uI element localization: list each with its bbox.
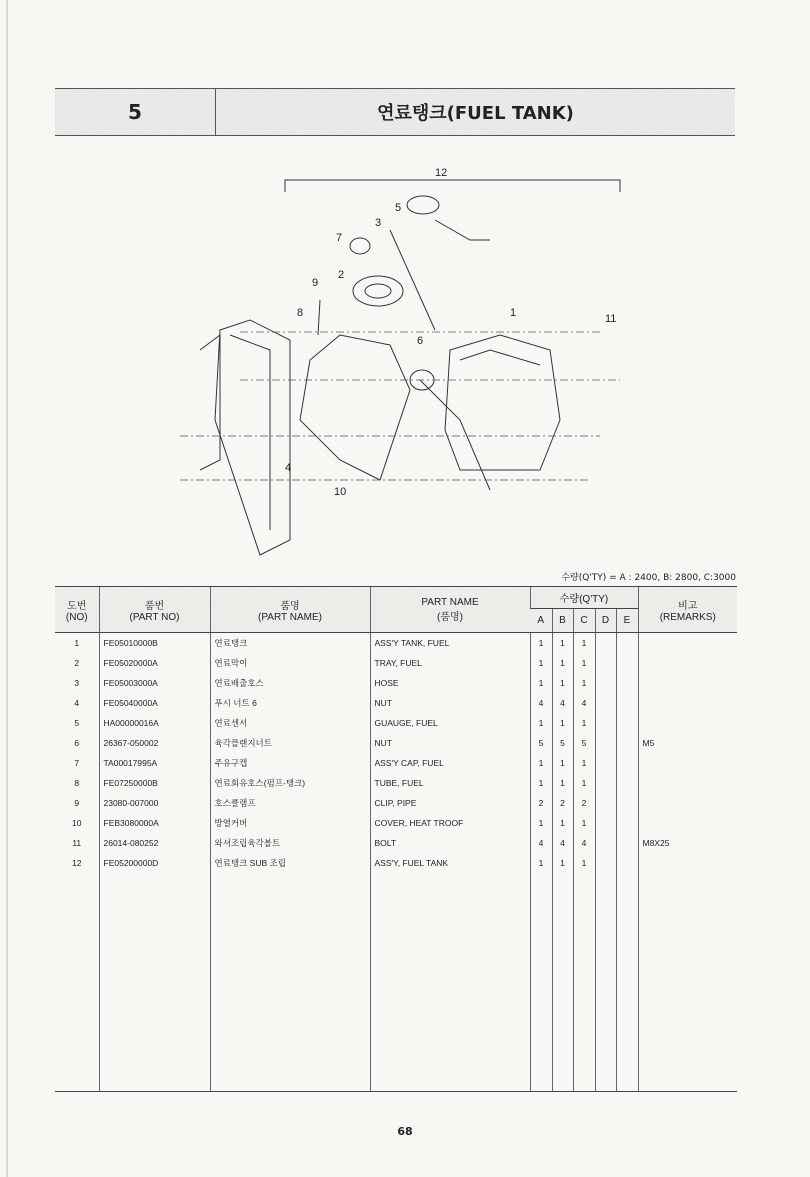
cell-e [616, 633, 638, 654]
cell-name-ko: 육각플랜지너트 [210, 733, 370, 753]
cell-e [616, 653, 638, 673]
col-qty-header: 수량(Q'TY) [530, 587, 638, 609]
cell-name-en: NUT [370, 693, 530, 713]
cell-name-en: COVER, HEAT TROOF [370, 813, 530, 833]
table-row [55, 813, 737, 833]
cell-part-no: TA00017995A [99, 753, 210, 773]
table-row [55, 673, 737, 693]
cell-b: 1 [552, 633, 573, 654]
col-qty-c: C [573, 609, 595, 633]
cell-a: 5 [530, 733, 552, 753]
cell-d [595, 713, 616, 733]
callout-5: 5 [395, 202, 402, 214]
cell-no: 2 [74, 658, 80, 668]
heat-cover-outline [300, 335, 410, 480]
page-edge [6, 0, 8, 1177]
cell-e [616, 673, 638, 693]
cell-name-ko: 호스클램프 [210, 793, 370, 813]
cell-no: 10 [72, 818, 82, 828]
parts-table [55, 586, 737, 1092]
table-row [55, 633, 737, 654]
callout-1: 1 [510, 307, 517, 319]
cell-c: 1 [573, 633, 595, 654]
cell-name-ko: 연료배출호스 [210, 673, 370, 693]
table-row [55, 733, 737, 753]
cell-b: 1 [552, 853, 573, 873]
cell-a: 1 [530, 853, 552, 873]
cell-a: 4 [530, 693, 552, 713]
table-row [55, 713, 737, 733]
section-title: 연료탱크(FUEL TANK) [377, 103, 574, 124]
cell-name-en: ASS'Y, FUEL TANK [370, 853, 530, 873]
cell-name-en: GUAUGE, FUEL [370, 713, 530, 733]
cell-d [595, 793, 616, 813]
table-filler-row [55, 873, 737, 1092]
callout-11: 11 [605, 313, 617, 325]
cell-d [595, 753, 616, 773]
cell-no: 9 [74, 798, 80, 808]
cell-part-no: FE05010000B [99, 633, 210, 654]
cell-remarks [638, 693, 737, 713]
cell-e [616, 713, 638, 733]
cell-no: 11 [72, 838, 82, 848]
cell-name-ko: 연료막이 [210, 653, 370, 673]
col-qty-e: E [616, 609, 638, 633]
cell-name-en: CLIP, PIPE [370, 793, 530, 813]
cell-name-ko: 연료탱크 [210, 633, 370, 654]
cell-e [616, 753, 638, 773]
cell-name-ko: 푸시 너트 6 [210, 693, 370, 713]
cell-name-en: BOLT [370, 833, 530, 853]
cell-c: 1 [573, 753, 595, 773]
cell-part-no: FEB3080000A [99, 813, 210, 833]
cell-e [616, 773, 638, 793]
cell-name-en: TUBE, FUEL [370, 773, 530, 793]
cell-c: 1 [573, 673, 595, 693]
col-part-name-header: PART NAME (품명) [370, 587, 530, 633]
callout-6: 6 [417, 335, 424, 347]
fuel-cap [350, 238, 370, 254]
cell-name-ko: 연료탱크 SUB 조립 [210, 853, 370, 873]
cell-b: 1 [552, 753, 573, 773]
cell-name-ko: 와셔조립육각볼트 [210, 833, 370, 853]
callout-3: 3 [375, 217, 382, 229]
cell-remarks [638, 673, 737, 693]
col-part-no-header: 품번 (PART NO) [99, 587, 210, 633]
cell-b: 2 [552, 793, 573, 813]
cell-a: 1 [530, 813, 552, 833]
cell-part-no: 26367-050002 [99, 733, 210, 753]
col-no-header: 도번 (NO) [55, 587, 99, 633]
cell-b: 4 [552, 693, 573, 713]
cell-no: 1 [74, 638, 80, 648]
cell-e [616, 793, 638, 813]
table-row [55, 753, 737, 773]
fuel-gauge [407, 196, 439, 214]
col-qty-b: B [552, 609, 573, 633]
cell-no: 8 [74, 778, 80, 788]
cell-no: 6 [74, 738, 80, 748]
cell-c: 1 [573, 773, 595, 793]
cell-e [616, 733, 638, 753]
cell-part-no: FE05040000A [99, 693, 210, 713]
col-qty-d: D [595, 609, 616, 633]
cell-a: 2 [530, 793, 552, 813]
cell-name-en: HOSE [370, 673, 530, 693]
cell-name-ko: 방열커버 [210, 813, 370, 833]
cell-no: 7 [74, 758, 80, 768]
cell-name-ko: 연료센서 [210, 713, 370, 733]
table-row [55, 773, 737, 793]
cell-part-no: FE05003000A [99, 673, 210, 693]
cell-d [595, 693, 616, 713]
cell-e [616, 813, 638, 833]
frame-outline [215, 320, 290, 555]
cell-b: 5 [552, 733, 573, 753]
col-name-ko-header: 품명 (PART NAME) [210, 587, 370, 633]
cell-name-en: ASS'Y CAP, FUEL [370, 753, 530, 773]
exploded-diagram [160, 160, 640, 560]
cell-c: 4 [573, 693, 595, 713]
cell-part-no: 23080-007000 [99, 793, 210, 813]
cell-remarks [638, 753, 737, 773]
cell-part-no: FE07250000B [99, 773, 210, 793]
cell-c: 5 [573, 733, 595, 753]
cell-remarks: M8X25 [638, 833, 737, 853]
cell-c: 1 [573, 713, 595, 733]
cell-part-no: FE05200000D [99, 853, 210, 873]
callout-9: 9 [312, 277, 319, 289]
cell-d [595, 633, 616, 654]
table-row [55, 693, 737, 713]
cell-remarks [638, 853, 737, 873]
cell-a: 4 [530, 833, 552, 853]
cell-part-no: FE05020000A [99, 653, 210, 673]
fuel-cap-ring [353, 276, 403, 306]
cell-remarks [638, 813, 737, 833]
cell-d [595, 773, 616, 793]
section-header [55, 88, 735, 136]
cell-a: 1 [530, 633, 552, 654]
cell-remarks [638, 773, 737, 793]
col-qty-a: A [530, 609, 552, 633]
cell-e [616, 833, 638, 853]
cell-name-en: ASS'Y TANK, FUEL [370, 633, 530, 654]
cell-part-no: 26014-080252 [99, 833, 210, 853]
cell-b: 1 [552, 713, 573, 733]
cell-name-en: NUT [370, 733, 530, 753]
cell-name-ko: 연료회유호스(펌프-탱크) [210, 773, 370, 793]
cell-a: 1 [530, 653, 552, 673]
cell-e [616, 853, 638, 873]
cell-remarks [638, 653, 737, 673]
cell-a: 1 [530, 753, 552, 773]
fuel-tank-outline [445, 335, 560, 470]
callout-8: 8 [297, 307, 304, 319]
cell-d [595, 853, 616, 873]
page-number: 68 [397, 1125, 413, 1138]
cell-d [595, 733, 616, 753]
callout-4: 4 [285, 462, 292, 474]
cell-name-ko: 주유구캡 [210, 753, 370, 773]
cell-a: 1 [530, 773, 552, 793]
cell-remarks [638, 633, 737, 654]
cell-e [616, 693, 638, 713]
cell-c: 1 [573, 653, 595, 673]
table-row [55, 853, 737, 873]
cell-no: 12 [72, 858, 82, 868]
cell-remarks [638, 713, 737, 733]
cell-d [595, 653, 616, 673]
cell-no: 3 [74, 678, 80, 688]
cell-a: 1 [530, 713, 552, 733]
col-remarks-header: 비고 (REMARKS) [638, 587, 737, 633]
cell-b: 1 [552, 773, 573, 793]
cell-d [595, 673, 616, 693]
hose-line [390, 230, 435, 330]
cell-remarks [638, 793, 737, 813]
cell-no: 4 [74, 698, 80, 708]
table-row [55, 833, 737, 853]
table-row [55, 793, 737, 813]
cell-d [595, 833, 616, 853]
cell-c: 1 [573, 813, 595, 833]
cell-b: 1 [552, 653, 573, 673]
cell-d [595, 813, 616, 833]
table-row [55, 653, 737, 673]
cell-c: 1 [573, 853, 595, 873]
section-number: 5 [55, 89, 216, 135]
callout-7: 7 [336, 232, 343, 244]
cell-name-en: TRAY, FUEL [370, 653, 530, 673]
callout-10: 10 [334, 486, 347, 498]
cell-b: 4 [552, 833, 573, 853]
callout-12: 12 [435, 167, 448, 179]
cell-b: 1 [552, 813, 573, 833]
qty-note: 수량(Q'TY) = A : 2400, B: 2800, C:3000 [561, 573, 736, 583]
cell-c: 2 [573, 793, 595, 813]
callout-2: 2 [338, 269, 345, 281]
cell-c: 4 [573, 833, 595, 853]
cell-no: 5 [74, 718, 80, 728]
cell-part-no: HA00000016A [99, 713, 210, 733]
cell-b: 1 [552, 673, 573, 693]
cell-a: 1 [530, 673, 552, 693]
cell-remarks: M5 [638, 733, 737, 753]
